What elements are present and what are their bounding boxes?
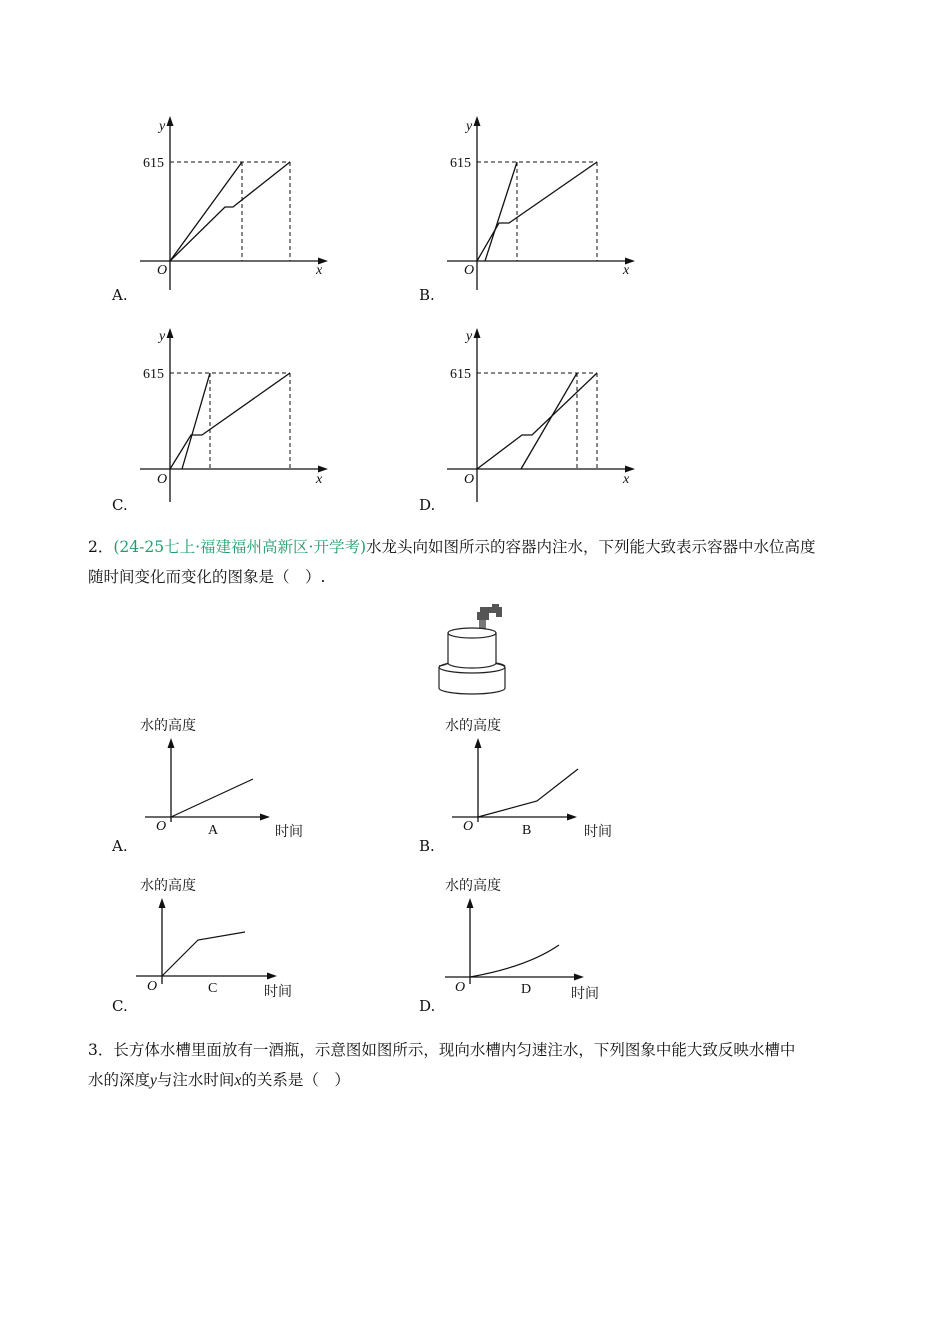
q2-graph-a — [130, 712, 320, 842]
q1-graph-a — [130, 110, 340, 295]
y-axis-label: y — [466, 119, 473, 134]
q3-number: 3． — [88, 1041, 114, 1059]
q3-var-x: x — [234, 1072, 242, 1089]
origin-label: O — [157, 472, 168, 487]
graph-letter: D — [521, 982, 532, 997]
graph-line — [171, 779, 253, 817]
x-axis-label: x — [623, 472, 630, 487]
q2-graph-b — [437, 712, 627, 842]
q2-text — [88, 532, 878, 592]
graph-line-1 — [182, 373, 210, 469]
q3-line1: 长方体水槽里面放有一酒瓶，示意图如图所示，现向水槽内匀速注水，下列图象中能大致反映水槽中 — [113, 1041, 796, 1059]
graph-line-2 — [170, 373, 290, 469]
x-axis-label: x — [316, 472, 323, 487]
q1-option-b-label: B. — [419, 286, 435, 304]
q2-graph-d — [437, 872, 627, 1002]
y-axis-label: y — [159, 329, 166, 344]
q2-source: (24-25七上·福建福州高新区·开学考) — [113, 538, 367, 556]
q2-line2: 随时间变化而变化的图象是（ ）. — [88, 568, 326, 586]
q1-option-c-label: C. — [112, 496, 128, 514]
graph-line-1 — [521, 373, 577, 469]
graph-line — [162, 932, 245, 976]
q2-line1: 水龙头向如图所示的容器内注水，下列能大致表示容器中水位高度 — [366, 538, 816, 556]
x-axis-label: x — [316, 263, 323, 278]
q1-graph-d — [437, 322, 647, 507]
q1-graph-c — [130, 322, 340, 507]
q2-number: 2． — [88, 538, 114, 556]
q3-text-pre: 水的深度 — [88, 1071, 151, 1089]
y-axis-label: 水的高度 — [140, 718, 196, 734]
y-axis-label: 水的高度 — [445, 718, 501, 734]
y-tick-615: 615 — [450, 367, 471, 382]
y-axis-label: 水的高度 — [140, 878, 196, 894]
y-tick-615: 615 — [450, 156, 471, 171]
graph-line-1 — [485, 162, 517, 261]
origin-label: O — [156, 819, 167, 834]
x-axis-label: 时间 — [264, 984, 292, 1000]
graph-curve — [470, 945, 559, 977]
y-tick-615: 615 — [143, 156, 164, 171]
x-axis-label: 时间 — [275, 824, 303, 840]
q1-graph-b — [437, 110, 647, 295]
graph-letter: B — [522, 823, 532, 838]
y-axis-label: y — [159, 119, 166, 134]
graph-line-2 — [477, 162, 597, 261]
q2-option-d-label: D. — [419, 997, 436, 1015]
q1-option-d-label: D. — [419, 496, 436, 514]
q2-option-c-label: C. — [112, 997, 128, 1015]
origin-label: O — [157, 263, 168, 278]
q3-text-mid: 与注水时间 — [156, 1071, 235, 1089]
q3-text — [88, 1035, 888, 1096]
origin-label: O — [464, 263, 475, 278]
graph-line-2 — [170, 162, 290, 261]
x-axis-label: 时间 — [571, 986, 599, 1002]
q1-option-a-label: A. — [112, 286, 128, 304]
graph-letter: A — [208, 823, 219, 838]
origin-label: O — [464, 472, 475, 487]
origin-label: O — [455, 980, 466, 995]
graph-line-1 — [170, 162, 242, 261]
q2-option-b-label: B. — [419, 837, 435, 855]
q2-option-a-label: A. — [112, 837, 128, 855]
q3-text-post: 的关系是（ ） — [241, 1071, 350, 1089]
graph-line-2 — [477, 373, 597, 469]
y-axis-label: 水的高度 — [445, 878, 501, 894]
graph-letter: C — [208, 981, 218, 996]
y-tick-615: 615 — [143, 367, 164, 382]
x-axis-label: x — [623, 263, 630, 278]
q3-var-y: y — [150, 1072, 157, 1089]
x-axis-label: 时间 — [584, 824, 612, 840]
graph-line — [478, 769, 578, 817]
origin-label: O — [147, 979, 158, 994]
origin-label: O — [463, 819, 474, 834]
q2-graph-c — [130, 872, 320, 1002]
y-axis-label: y — [466, 329, 473, 344]
q2-faucet-container-figure — [432, 600, 522, 700]
